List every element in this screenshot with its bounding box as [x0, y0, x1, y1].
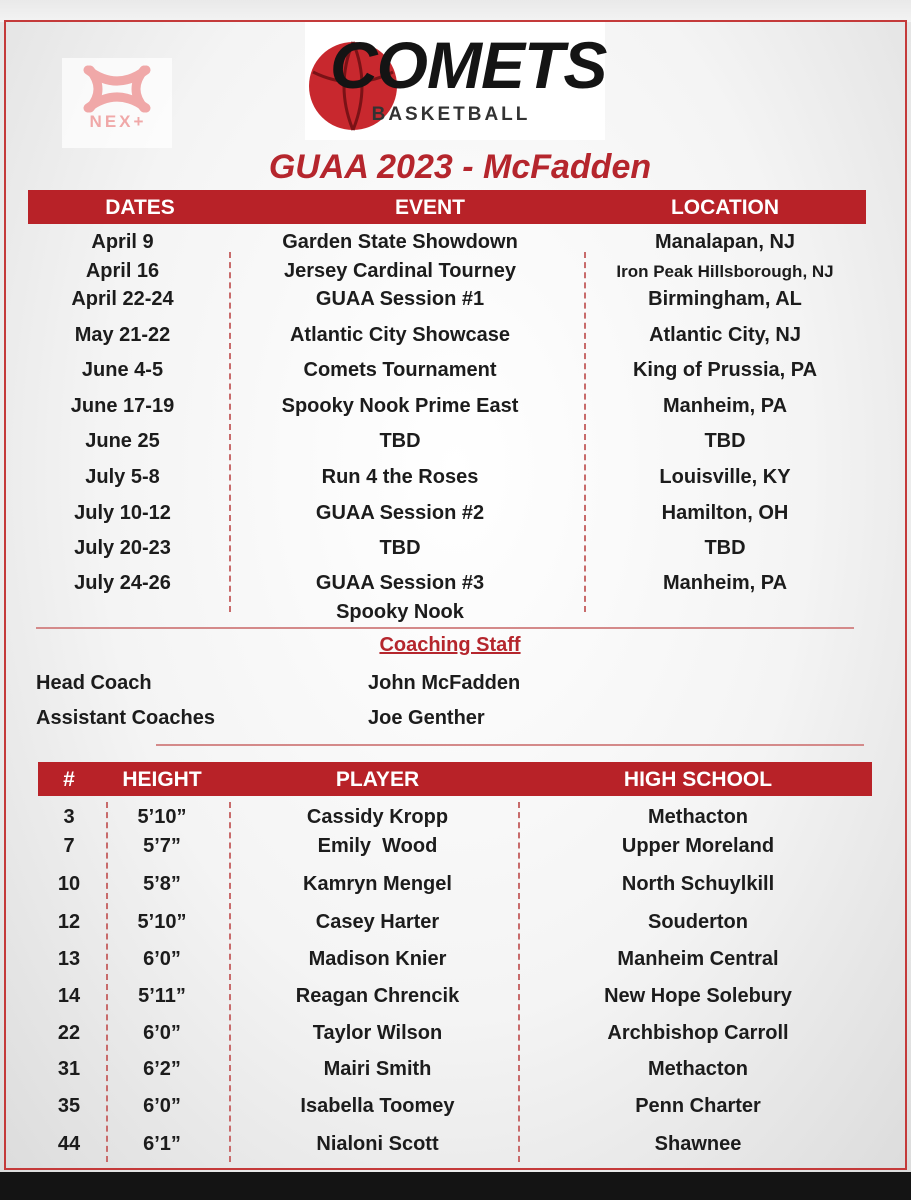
schedule-date: June 25: [85, 430, 160, 452]
roster-height: 6’0”: [143, 1022, 181, 1044]
schedule-event: Jersey Cardinal Tourney: [284, 260, 516, 282]
roster-number: 12: [57, 911, 81, 933]
schedule-date: June 4-5: [81, 359, 164, 381]
roster-school: Manheim Central: [617, 948, 779, 970]
schedule-event: GUAA Session #3: [315, 572, 485, 594]
schedule-location: Louisville, KY: [659, 466, 791, 488]
roster-height: 5’7”: [143, 835, 181, 857]
ua-mark-icon: [62, 58, 172, 118]
roster-height: 6’2”: [143, 1058, 181, 1080]
schedule-date: June 17-19: [70, 395, 175, 417]
schedule-event-extra: Spooky Nook: [336, 601, 464, 623]
page-title: GUAA 2023 - McFadden: [268, 148, 652, 186]
roster-school: Shawnee: [654, 1133, 742, 1155]
roster-number: 44: [57, 1133, 81, 1155]
schedule-location: Manheim, PA: [662, 395, 788, 417]
schedule-event: GUAA Session #2: [315, 502, 485, 524]
schedule-event: TBD: [379, 430, 421, 452]
schedule-location: TBD: [704, 430, 746, 452]
roster-player: Cassidy Kropp: [306, 806, 449, 828]
schedule-date: July 5-8: [85, 466, 160, 488]
roster-height: 5’10”: [137, 806, 187, 828]
schedule-date: July 20-23: [74, 537, 171, 559]
schedule-date: May 21-22: [74, 324, 171, 346]
schedule-header-bar: [28, 190, 866, 224]
schedule-location: Hamilton, OH: [661, 502, 789, 524]
roster-school: Methacton: [648, 1058, 748, 1080]
schedule-location: Iron Peak Hillsborough, NJ: [616, 262, 834, 281]
roster-player: Casey Harter: [315, 911, 440, 933]
schedule-event: Comets Tournament: [303, 359, 497, 381]
schedule-event: Atlantic City Showcase: [289, 324, 511, 346]
schedule-date: April 16: [85, 260, 160, 282]
roster-player: Nialoni Scott: [316, 1133, 439, 1155]
roster-header-bar: [38, 762, 872, 796]
roster-school: Upper Moreland: [621, 835, 775, 857]
roster-school: New Hope Solebury: [604, 985, 792, 1007]
roster-number: 35: [57, 1095, 81, 1117]
roster-player: Madison Knier: [308, 948, 447, 970]
roster-number: 7: [63, 835, 75, 857]
roster-player: Emily Wood: [317, 835, 438, 857]
schedule-location: Birmingham, AL: [648, 288, 802, 310]
schedule-location: Manheim, PA: [662, 572, 788, 594]
schedule-location: Manalapan, NJ: [654, 231, 796, 253]
schedule-date: July 24-26: [74, 572, 171, 594]
schedule-event: GUAA Session #1: [315, 288, 485, 310]
roster-number: 13: [57, 948, 81, 970]
roster-school: Archbishop Carroll: [607, 1022, 789, 1044]
schedule-header-location: LOCATION: [670, 196, 780, 219]
schedule-location: King of Prussia, PA: [632, 359, 818, 381]
roster-school: Methacton: [648, 806, 748, 828]
roster-height: 5’10”: [137, 911, 187, 933]
roster-header-height: HEIGHT: [122, 768, 202, 791]
roster-player: Isabella Toomey: [300, 1095, 455, 1117]
schedule-header-dates: DATES: [105, 196, 175, 219]
roster-divider: [106, 802, 108, 1162]
team-logo-subtitle: BASKETBALL: [371, 104, 531, 125]
roster-player: Mairi Smith: [323, 1058, 432, 1080]
team-logo-word: COMETS: [330, 28, 607, 102]
coaching-staff-heading: Coaching Staff: [379, 634, 521, 656]
roster-number: 14: [57, 985, 81, 1007]
roster-player: Kamryn Mengel: [303, 873, 452, 895]
roster-divider: [518, 802, 520, 1162]
sponsor-logo-text: NEX+: [89, 112, 147, 131]
roster-number: 3: [63, 806, 75, 828]
section-divider: [36, 627, 854, 629]
roster-height: 6’0”: [143, 1095, 181, 1117]
roster-divider: [229, 802, 231, 1162]
schedule-date: April 22-24: [71, 288, 174, 310]
roster-number: 10: [57, 873, 81, 895]
roster-school: Souderton: [648, 911, 748, 933]
roster-header-number: #: [63, 768, 75, 791]
roster-height: 6’0”: [143, 948, 181, 970]
schedule-event: Spooky Nook Prime East: [281, 395, 519, 417]
roster-player: Taylor Wilson: [312, 1022, 443, 1044]
roster-number: 31: [57, 1058, 81, 1080]
schedule-location: TBD: [704, 537, 746, 559]
sponsor-logo: [62, 58, 172, 148]
schedule-divider: [229, 252, 231, 612]
schedule-date: April 9: [91, 231, 154, 253]
roster-school: North Schuylkill: [621, 873, 775, 895]
top-band: [0, 0, 911, 22]
roster-header-school: HIGH SCHOOL: [623, 768, 773, 791]
roster-height: 5’8”: [143, 873, 181, 895]
assistant-coaches-label: Assistant Coaches: [36, 707, 215, 729]
roster-height: 5’11”: [138, 985, 186, 1007]
schedule-location: Atlantic City, NJ: [649, 324, 801, 346]
schedule-event: Garden State Showdown: [282, 231, 518, 253]
assistant-coach-name: Joe Genther: [368, 707, 485, 729]
schedule-header-event: EVENT: [394, 196, 465, 219]
head-coach-name: John McFadden: [368, 672, 521, 694]
roster-height: 6’1”: [143, 1133, 181, 1155]
section-divider: [156, 744, 864, 746]
roster-school: Penn Charter: [635, 1095, 761, 1117]
schedule-event: Run 4 the Roses: [321, 466, 479, 488]
roster-header-player: PLAYER: [335, 768, 420, 791]
head-coach-label: Head Coach: [36, 672, 152, 694]
schedule-event: TBD: [379, 537, 421, 559]
schedule-date: July 10-12: [74, 502, 171, 524]
roster-player: Reagan Chrencik: [295, 985, 460, 1007]
roster-number: 22: [57, 1022, 81, 1044]
